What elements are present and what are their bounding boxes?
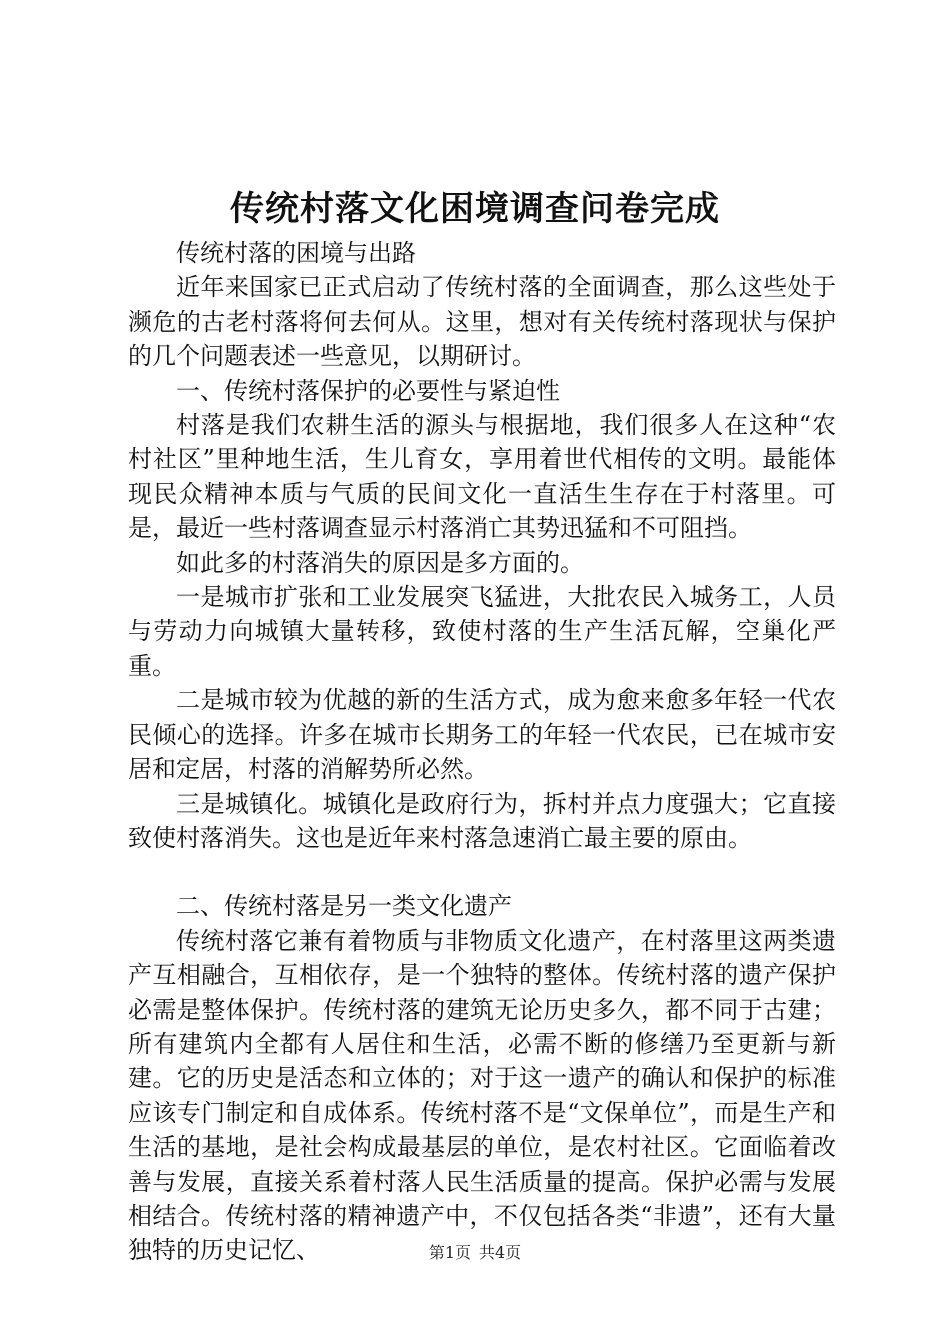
page-title: 传统村落文化困境调查问卷完成 [230,189,720,229]
body-paragraph: 村落是我们农耕生活的源头与根据地，我们很多人在这种“农村社区”里种地生活，生儿育女，享用着世代相传的文明。最能体现民众精神本质与气质的民间文化一直活生生存在于村落里。可是，最近一些村落调查显示村落消亡其势迅猛和不可阻挡。 [128,411,836,543]
body-paragraph: 传统村落它兼有着物质与非物质文化遗产，在村落里这两类遗产互相融合，互相依存，是一个独特的整体。传统村落的遗产保护必需是整体保护。传统村落的建筑无论历史多久，都不同于古建；所有建筑内全都有人居住和生活，必需不断的修缮乃至更新与新建。它的历史是活态和立体的；对于这一遗产的确认和保护的标准应该专门制定和自成体系。传统村落不是“文保单位”，而是生产和生活的基地，是社会构成最基层的单位，是农村社区。它面临着改善与发展，直接关系着村落人民生活质量的提高。保护必需与发展相结合。传统村落的精神遗产中，不仅包括各类“非遗”，还有大量独特的历史记忆、 [128,926,836,1265]
subtitle-paragraph: 传统村落的困境与出路 [176,239,416,267]
page-number-current: 第1页 [428,1243,471,1262]
intro-paragraph: 近年来国家已正式启动了传统村落的全面调查，那么这些处于濒危的古老村落将何去何从。这里，想对有关传统村落现状与保护的几个问题表述一些意见，以期研讨。 [128,273,836,371]
body-paragraph: 三是城镇化。城镇化是政府行为，拆村并点力度强大；它直接致使村落消失。这也是近年来村落急速消亡最主要的原由。 [128,789,836,852]
section-heading-1: 一、传统村落保护的必要性与紧迫性 [176,376,560,405]
body-paragraph: 二是城市较为优越的新的生活方式，成为愈来愈多年轻一代农民倾心的选择。许多在城市长期务工的年轻一代农民，已在城市安居和定居，村落的消解势所必然。 [128,686,836,784]
page-number-total: 共4页 [479,1243,522,1262]
document-body [128,236,836,1268]
section-heading-2: 二、传统村落是另一类文化遗产 [176,892,512,921]
page-footer [0,1242,950,1264]
body-paragraph: 一是城市扩张和工业发展突飞猛进，大批农民入城务工，人员与劳动力向城镇大量转移，致使村落的生产生活瓦解，空巢化严重。 [128,583,836,680]
body-paragraph: 如此多的村落消失的原因是多方面的。 [176,548,584,577]
